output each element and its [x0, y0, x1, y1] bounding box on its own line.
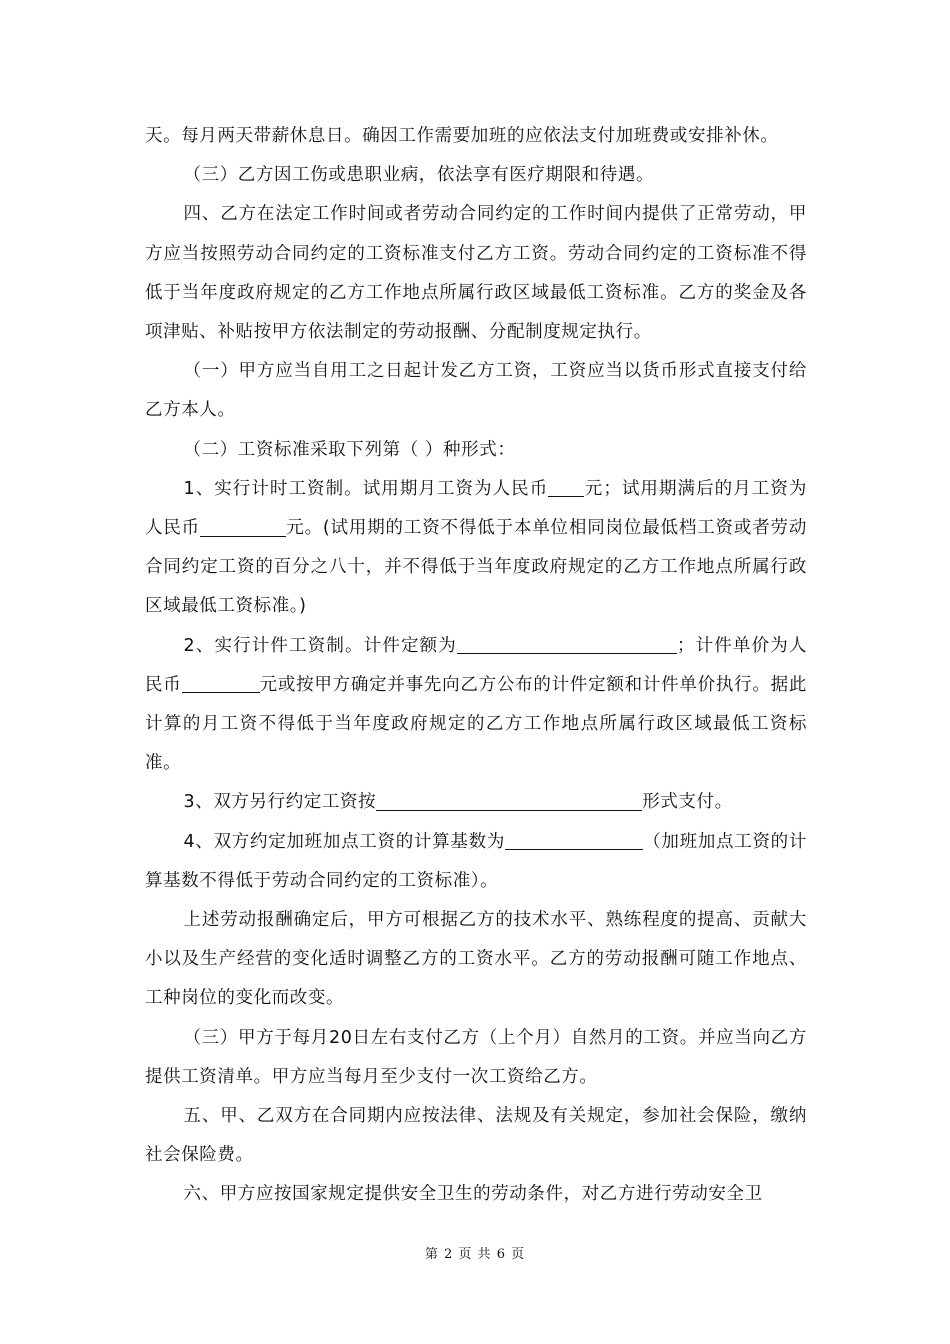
paragraph-overtime-base: 4、双方约定加班加点工资的计算基数为 （加班加点工资的计算基数不得低于劳动合同约定的工资标准）。 [145, 831, 807, 891]
paragraph-rest-days: 天。每月两天带薪休息日。确因工作需要加班的应依法支付加班费或安排补休。 [145, 126, 779, 146]
overtime-base-blank[interactable] [505, 832, 643, 851]
paragraph-wage-form: （二）工资标准采取下列第（ ）种形式： [183, 439, 516, 460]
paragraph-work-injury: （三）乙方因工伤或患职业病，依法享有医疗期限和待遇。 [183, 165, 655, 186]
paragraph-other-wage: 3、双方另行约定工资按 形式支付。 [183, 792, 733, 813]
paragraph-wage-adjustment: 上述劳动报酬确定后，甲方可根据乙方的技术水平、熟练程度的提高、贡献大小以及生产经营的变化适时调整乙方的工资水平。乙方的劳动报酬可随工作地点、工种岗位的变化而改变。 [145, 910, 807, 1009]
paragraph-wage-payment: （一）甲方应当自用工之日起计发乙方工资，工资应当以货币形式直接支付给乙方本人。 [145, 361, 807, 421]
paragraph-clause-four: 四、乙方在法定工作时间或者劳动合同约定的工作时间内提供了正常劳动，甲方应当按照劳动合同约定的工资标准支付乙方工资。劳动合同约定的工资标准不得低于当年度政府规定的乙方工作地点所属行政区域最低工资标准。乙方的奖金及各项津贴、补贴按甲方依法制定的劳动报酬、分配制度规定执行。 [145, 204, 807, 343]
piece-price-blank[interactable] [182, 675, 260, 694]
paragraph-piece-wage: 2、实行计件工资制。计件定额为 ；计件单价为人民币 元或按甲方确定并事先向乙方公布的计件定额和计件单价执行。据此计算的月工资不得低于当年度政府规定的乙方工作地点所属行政区域最低工资标准。 [145, 635, 807, 774]
paragraph-social-insurance: 五、甲、乙双方在合同期内应按法律、法规及有关规定，参加社会保险，缴纳社会保险费。 [145, 1106, 807, 1166]
paragraph-pay-date: （三）甲方于每月20日左右支付乙方（上个月）自然月的工资。并应当向乙方提供工资清单。甲方应当每月至少支付一次工资给乙方。 [145, 1027, 807, 1087]
piece-quota-blank[interactable] [457, 636, 677, 655]
paragraph-time-wage: 1、实行计时工资制。试用期月工资为人民币 元；试用期满后的月工资为人民币 元。(试用期的工资不得低于本单位相同岗位最低档工资或者劳动合同约定工资的百分之八十，并不得低于当年度政府规定的乙方工作地点所属行政区域最低工资标准。) [145, 478, 807, 617]
probation-wage-blank[interactable] [548, 479, 584, 498]
page-number-footer: 第 2 页 共 6 页 [424, 1247, 526, 1262]
other-wage-form-blank[interactable] [376, 792, 642, 811]
paragraph-safety: 六、甲方应按国家规定提供安全卫生的劳动条件，对乙方进行劳动安全卫 [183, 1184, 763, 1205]
monthly-wage-blank[interactable] [200, 518, 286, 537]
contract-body [145, 117, 807, 1215]
